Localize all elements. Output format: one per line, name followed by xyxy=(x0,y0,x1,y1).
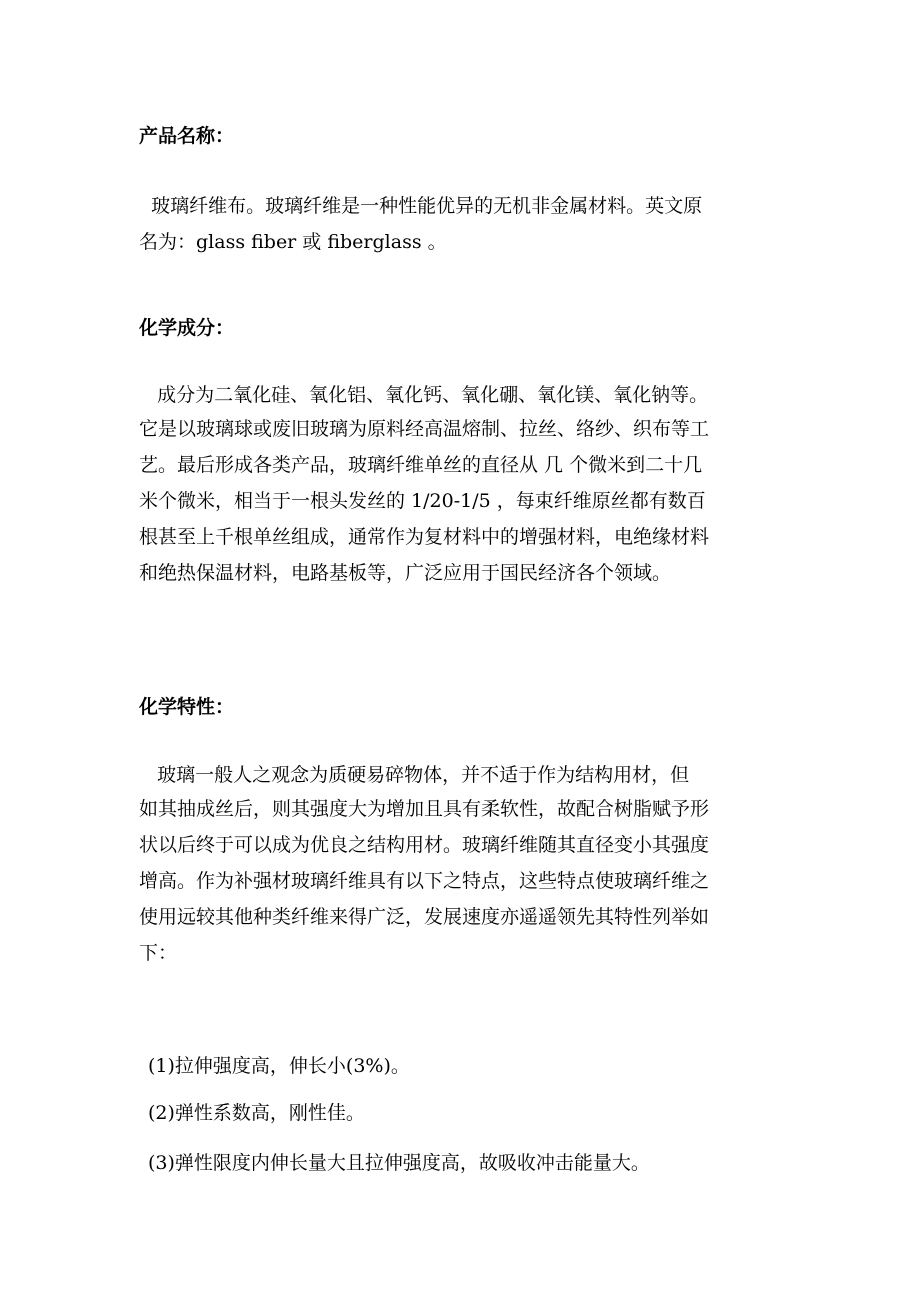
heading-product-name: 产品名称： xyxy=(139,125,235,147)
text-line: 成分为二氧化硅、氧化铝、氧化钙、氧化硼、氧化镁、氧化钠等。 xyxy=(139,384,709,406)
text-line: 艺。最后形成各类产品，玻璃纤维单丝的直径从 几 个微米到二十几 xyxy=(139,454,703,476)
text-line: 下： xyxy=(139,942,178,964)
heading-chemical-properties: 化学特性： xyxy=(139,696,235,718)
text-line: 根甚至上千根单丝组成，通常作为复材料中的增强材料，电绝缘材料 xyxy=(139,526,710,548)
text-line: 米个微米，相当于一根头发丝的 1/20-1/5 ，每束纤维原丝都有数百 xyxy=(139,490,706,512)
text-line: 使用远较其他种类纤维来得广泛，发展速度亦遥遥领先其特性列举如 xyxy=(139,906,710,928)
paragraph-product-name xyxy=(139,188,799,260)
text-line: 玻璃一般人之观念为质硬易碎物体，并不适于作为结构用材，但 xyxy=(139,764,690,786)
paragraph-chemical-properties xyxy=(139,757,799,971)
text-line: 状以后终于可以成为优良之结构用材。玻璃纤维随其直径变小其强度 xyxy=(139,834,710,856)
paragraph-chemical-composition xyxy=(139,377,799,591)
text-line: 增高。作为补强材玻璃纤维具有以下之特点，这些特点使玻璃纤维之 xyxy=(139,870,710,892)
heading-chemical-composition: 化学成分： xyxy=(139,317,235,339)
list-item: (2)弹性系数高，刚性佳。 xyxy=(148,1102,365,1124)
text-line: 玻璃纤维布。玻璃纤维是一种性能优异的无机非金属材料。英文原 xyxy=(139,195,703,217)
text-line: 如其抽成丝后，则其强度大为增加且具有柔软性，故配合树脂赋予形 xyxy=(139,798,710,820)
text-line: 和绝热保温材料，电路基板等，广泛应用于国民经济各个领域。 xyxy=(139,562,672,584)
text-line: 它是以玻璃球或废旧玻璃为原料经高温熔制、拉丝、络纱、织布等工 xyxy=(139,418,710,440)
list-item: (3)弹性限度内伸长量大且拉伸强度高，故吸收冲击能量大。 xyxy=(148,1152,650,1174)
list-item: (1)拉伸强度高，伸长小(3%)。 xyxy=(148,1055,410,1077)
text-line: 名为：glass fiber 或 fiberglass 。 xyxy=(139,231,447,253)
